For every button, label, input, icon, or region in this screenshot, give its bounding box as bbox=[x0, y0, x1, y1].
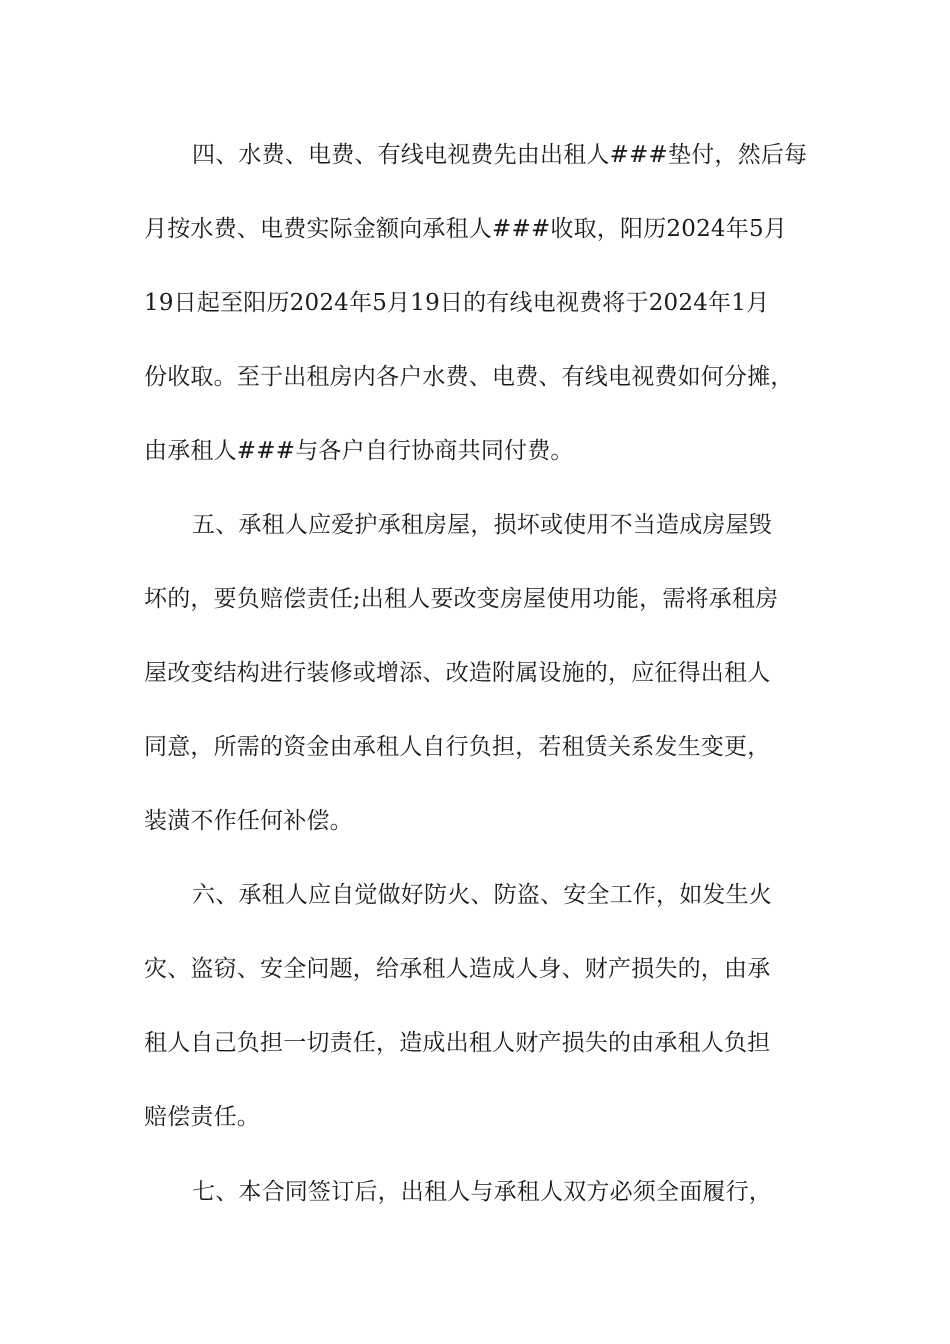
text-line: 七、本合同签订后，出租人与承租人双方必须全面履行， bbox=[192, 1179, 772, 1205]
text-line: 19日起至阳历2024年5月19日的有线电视费将于2024年1月 bbox=[144, 290, 770, 316]
text-line: 租人自己负担一切责任，造成出租人财产损失的由承租人负担 bbox=[144, 1030, 771, 1056]
text-line: 灾、盗窃、安全问题，给承租人造成人身、财产损失的，由承 bbox=[144, 956, 771, 982]
text-line: 份收取。至于出租房内各户水费、电费、有线电视费如何分摊， bbox=[144, 364, 794, 390]
text-line: 赔偿责任。 bbox=[144, 1104, 260, 1130]
text-line: 六、承租人应自觉做好防火、防盗、安全工作，如发生火 bbox=[192, 882, 772, 908]
text-line: 四、水费、电费、有线电视费先由出租人###垫付，然后每 bbox=[192, 142, 808, 168]
text-line: 月按水费、电费实际金额向承租人###收取，阳历2024年5月 bbox=[144, 216, 787, 242]
text-line: 坏的，要负赔偿责任;出租人要改变房屋使用功能，需将承租房 bbox=[144, 586, 779, 612]
text-line: 同意，所需的资金由承租人自行负担，若租赁关系发生变更， bbox=[144, 734, 771, 760]
text-line: 屋改变结构进行装修或增添、改造附属设施的，应征得出租人 bbox=[144, 660, 771, 686]
text-line: 装潢不作任何补偿。 bbox=[144, 808, 353, 834]
text-line: 由承租人###与各户自行协商共同付费。 bbox=[144, 438, 574, 464]
text-line: 五、承租人应爱护承租房屋，损坏或使用不当造成房屋毁 bbox=[192, 512, 772, 538]
